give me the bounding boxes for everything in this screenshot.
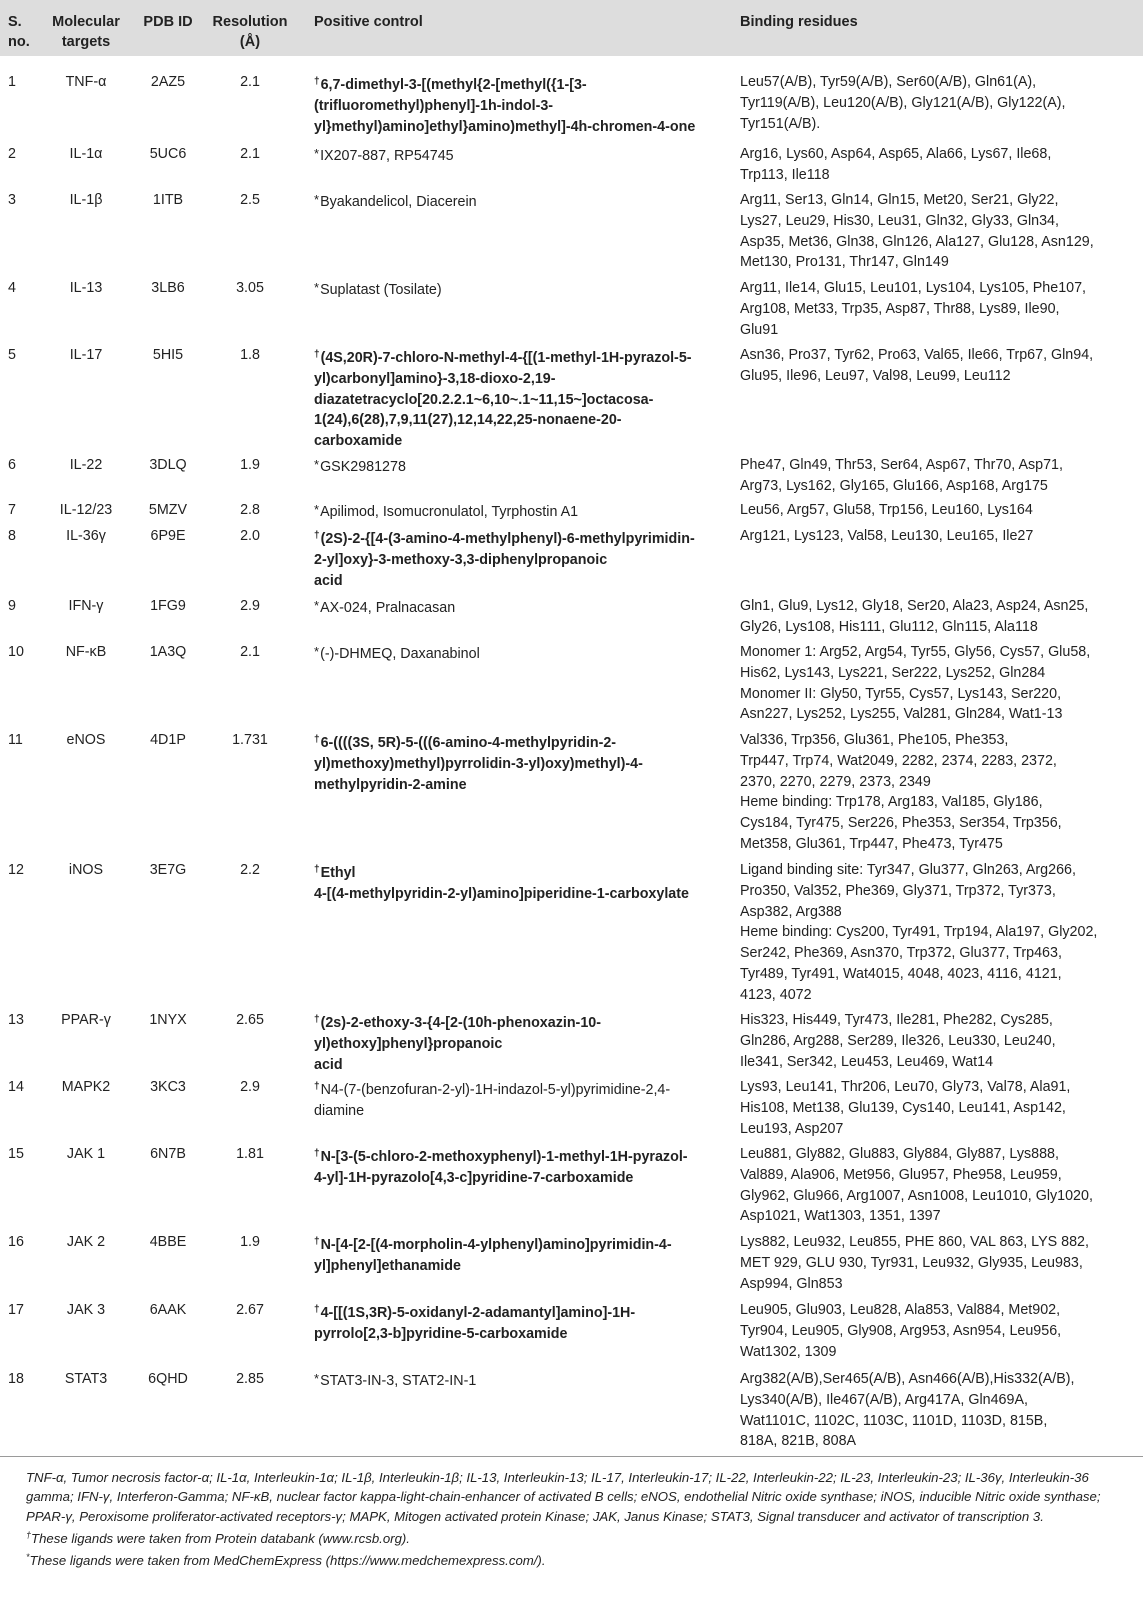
control-text: 4-[[(1S,3R)-5-oxidanyl-2-adamantyl]amino]-1H- [320, 1305, 636, 1321]
control-line [314, 1324, 734, 1345]
binding-line: Wat1101C, 1102C, 1103C, 1101D, 1103D, 815B, [740, 1412, 1048, 1429]
control-line [314, 1256, 734, 1277]
binding-line: Phe47, Gln49, Thr53, Ser64, Asp67, Thr70, Asp71, [740, 457, 1063, 473]
binding-line: Met130, Pro131, Thr147, Gln149 [740, 254, 949, 271]
cell-positive-control [314, 144, 734, 167]
cell-pdb-id: 6P9E [150, 528, 186, 544]
cell-target: IL-13 [69, 280, 103, 296]
header-sno-line: S. [8, 14, 22, 30]
binding-line: Trp447, Trp74, Wat2049, 2282, 2374, 2283, 2372, [740, 752, 1057, 769]
cell-resolution: 1.8 [240, 347, 260, 363]
binding-line: Asn36, Pro37, Tyr62, Pro63, Val65, Ile66, Trp67, Gln94, [740, 347, 1094, 363]
cell-sno: 4 [8, 280, 16, 296]
control-text: Suplatast (Tosilate) [320, 282, 442, 298]
binding-line: Ser242, Phe369, Asn370, Trp372, Glu377, Trp463, [740, 945, 1062, 962]
cell-sno: 8 [8, 528, 16, 544]
cell-positive-control [314, 596, 734, 619]
source-symbol: * [314, 1371, 320, 1386]
binding-line: Arg121, Lys123, Val58, Leu130, Leu165, Ile27 [740, 528, 1034, 544]
binding-line: Pro350, Val352, Phe369, Gly371, Trp372, Tyr373, [740, 882, 1056, 899]
dagger-symbol: † [26, 1529, 32, 1540]
binding-line: Wat1302, 1309 [740, 1343, 837, 1360]
cell-binding-residues [740, 1077, 1140, 1139]
control-text: STAT3-IN-3, STAT2-IN-1 [320, 1373, 477, 1389]
binding-line: Glu95, Ile96, Leu97, Val98, Leu99, Leu112 [740, 367, 1011, 384]
cell-resolution: 2.1 [240, 146, 260, 162]
binding-line: Met358, Glu361, Trp447, Phe473, Tyr475 [740, 835, 1003, 852]
control-line [314, 571, 734, 592]
control-line [314, 500, 734, 523]
table-header [0, 0, 1143, 56]
binding-line: Tyr489, Tyr491, Wat4015, 4048, 4023, 4116, 4121, [740, 965, 1062, 982]
header-pdb: PDB ID [143, 14, 193, 30]
cell-positive-control [314, 1369, 734, 1392]
control-line [314, 431, 734, 452]
source-symbol: * [314, 457, 320, 472]
control-text: Ethyl [320, 865, 356, 881]
cell-binding-residues [740, 144, 1140, 186]
cell-positive-control [314, 642, 734, 665]
control-line [314, 345, 734, 369]
control-text: GSK2981278 [320, 459, 406, 475]
cell-resolution: 1.9 [240, 457, 260, 473]
cell-resolution: 2.85 [236, 1371, 264, 1387]
cell-resolution: 2.2 [240, 862, 260, 878]
binding-line: Heme binding: Trp178, Arg183, Val185, Gly186, [740, 794, 1043, 811]
binding-line: Val889, Ala906, Met956, Glu957, Phe958, Leu959, [740, 1166, 1062, 1183]
cell-sno: 9 [8, 598, 16, 614]
binding-line: Trp113, Ile118 [740, 166, 830, 183]
binding-line: Glu91 [740, 321, 779, 338]
cell-sno: 7 [8, 502, 16, 518]
cell-binding-residues [740, 500, 1140, 521]
cell-sno: 6 [8, 457, 16, 473]
source-symbol: * [314, 502, 320, 517]
cell-pdb-id: 1NYX [149, 1012, 187, 1028]
cell-target: JAK 1 [66, 1146, 106, 1162]
cell-pdb-id: 1FG9 [150, 598, 186, 614]
control-text: diazatetracyclo[20.2.2.1~6,10~.1~11,15~]octacosa- [314, 391, 654, 408]
cell-binding-residues [740, 860, 1140, 1006]
cell-binding-residues [740, 345, 1140, 387]
binding-line: Ile341, Ser342, Leu453, Leu469, Wat14 [740, 1053, 994, 1070]
binding-line: Arg108, Met33, Trp35, Asp87, Thr88, Lys89, Ile90, [740, 300, 1060, 317]
control-text: yl]phenyl]ethanamide [314, 1257, 461, 1274]
footnote-dagger-text: These ligands were taken from Protein databank (www.rcsb.org). [31, 1530, 410, 1546]
binding-line: Lys93, Leu141, Thr206, Leu70, Gly73, Val78, Ala91, [740, 1079, 1071, 1095]
control-text: (-)-DHMEQ, Daxanabinol [320, 646, 480, 662]
cell-pdb-id: 6QHD [148, 1371, 188, 1387]
binding-line: Val336, Trp356, Glu361, Phe105, Phe353, [740, 732, 1009, 748]
binding-line: Leu56, Arg57, Glu58, Trp156, Leu160, Lys164 [740, 502, 1033, 518]
control-line [314, 117, 734, 138]
source-symbol: † [314, 530, 320, 541]
cell-positive-control [314, 526, 734, 591]
cell-target: JAK 2 [66, 1234, 106, 1250]
header-sno-line: no. [8, 34, 30, 50]
cell-positive-control [314, 1010, 734, 1075]
binding-line: Asp382, Arg388 [740, 903, 842, 920]
cell-positive-control [314, 860, 734, 905]
cell-positive-control [314, 455, 734, 478]
cell-pdb-id: 3DLQ [149, 457, 187, 473]
cell-resolution: 2.67 [236, 1302, 264, 1318]
cell-binding-residues [740, 1300, 1140, 1362]
cell-resolution: 2.9 [240, 598, 260, 614]
cell-resolution: 2.0 [240, 528, 260, 544]
binding-line: Tyr151(A/B). [740, 115, 821, 132]
binding-line: Asp1021, Wat1303, 1351, 1397 [740, 1208, 941, 1225]
cell-target: IL-17 [69, 347, 103, 363]
cell-target: NF-κB [65, 644, 107, 660]
cell-target: IFN-γ [68, 598, 104, 614]
control-line [314, 1168, 734, 1189]
header-resolution [205, 12, 295, 52]
cell-target: JAK 3 [66, 1302, 106, 1318]
binding-line: Leu905, Glu903, Leu828, Ala853, Val884, Met902, [740, 1302, 1061, 1318]
control-line [314, 596, 734, 619]
control-line [314, 1010, 734, 1034]
binding-line: His108, Met138, Glu139, Cys140, Leu141, Asp142, [740, 1099, 1066, 1116]
control-line [314, 1034, 734, 1055]
source-symbol: † [314, 76, 320, 87]
control-text: (2s)-2-ethoxy-3-{4-[2-(10h-phenoxazin-10- [320, 1015, 601, 1031]
control-text: (4S,20R)-7-chloro-N-methyl-4-{[(1-methyl-1H-pyrazol-5- [320, 350, 692, 366]
control-line [314, 1077, 734, 1101]
footnote-abbrev-line: gamma; IFN-γ, Interferon-Gamma; NF-κB, nuclear factor kappa-light-chain-enhancer of activated B cells; eNOS, endothelial Nitric oxide synthase; iNOS, inducible Nitric oxide synthase; [26, 1489, 1101, 1505]
cell-positive-control [314, 1144, 734, 1189]
cell-target: MAPK2 [61, 1079, 111, 1095]
cell-target: IL-1β [69, 192, 103, 208]
binding-line: Arg73, Lys162, Gly165, Glu166, Asp168, Arg175 [740, 477, 1048, 494]
footnote-dagger [26, 1526, 1136, 1548]
cell-sno: 13 [8, 1012, 24, 1028]
binding-line: Arg16, Lys60, Asp64, Asp65, Ala66, Lys67, Ile68, [740, 146, 1052, 162]
binding-line: Arg382(A/B),Ser465(A/B), Asn466(A/B),His332(A/B), [740, 1371, 1075, 1387]
cell-pdb-id: 5UC6 [149, 146, 187, 162]
cell-resolution: 2.8 [240, 502, 260, 518]
header-positive-control: Positive control [314, 14, 423, 30]
binding-line: Ligand binding site: Tyr347, Glu377, Gln263, Arg266, [740, 862, 1076, 878]
cell-binding-residues [740, 190, 1140, 273]
control-line [314, 144, 734, 167]
cell-sno: 2 [8, 146, 16, 162]
control-line [314, 754, 734, 775]
cell-target: IL-1α [69, 146, 103, 162]
source-symbol: † [314, 1148, 320, 1159]
binding-line: Asp35, Met36, Gln38, Gln126, Ala127, Glu128, Asn129, [740, 233, 1094, 250]
control-line [314, 390, 734, 411]
control-line [314, 1232, 734, 1256]
cell-binding-residues [740, 1232, 1140, 1294]
control-text: AX-024, Pralnacasan [320, 600, 456, 616]
cell-sno: 12 [8, 862, 24, 878]
control-text: diamine [314, 1102, 365, 1119]
header-sno [8, 12, 38, 52]
control-text: yl)methoxy)methyl)pyrrolidin-3-yl)oxy)methyl)-4- [314, 755, 643, 772]
cell-resolution: 2.9 [240, 1079, 260, 1095]
star-symbol: * [26, 1552, 30, 1563]
control-line [314, 1101, 734, 1122]
cell-sno: 10 [8, 644, 24, 660]
control-text: 4-yl]-1H-pyrazolo[4,3-c]pyridine-7-carboxamide [314, 1169, 634, 1186]
source-symbol: † [314, 1014, 320, 1025]
cell-pdb-id: 3E7G [149, 862, 187, 878]
control-line [314, 72, 734, 96]
cell-positive-control [314, 278, 734, 301]
binding-line: Gly962, Glu966, Arg1007, Asn1008, Leu1010, Gly1020, [740, 1187, 1093, 1204]
control-line [314, 369, 734, 390]
control-text: 6,7-dimethyl-3-[(methyl{2-[methyl({1-[3- [320, 77, 587, 93]
control-line [314, 190, 734, 213]
source-symbol: † [314, 864, 320, 875]
control-text: 4-[(4-methylpyridin-2-yl)amino]piperidine-1-carboxylate [314, 885, 689, 902]
control-line [314, 860, 734, 884]
cell-positive-control [314, 72, 734, 137]
binding-line: Asn227, Lys252, Lys255, Val281, Gln284, Wat1-13 [740, 706, 1063, 723]
control-text: yl)carbonyl]amino}-3,18-dioxo-2,19- [314, 370, 556, 387]
table-bottom-rule [0, 1456, 1143, 1457]
binding-line: MET 929, GLU 930, Tyr931, Leu932, Gly935, Leu983, [740, 1254, 1083, 1271]
control-text: IX207-887, RP54745 [320, 148, 454, 164]
control-text: 2-yl]oxy}-3-methoxy-3,3-diphenylpropanoic [314, 551, 608, 568]
binding-line: Monomer II: Gly50, Tyr55, Cys57, Lys143, Ser220, [740, 685, 1062, 702]
source-symbol: * [314, 644, 320, 659]
control-line [314, 96, 734, 117]
cell-positive-control [314, 345, 734, 452]
header-target-line: Molecular [52, 14, 120, 30]
control-line [314, 526, 734, 550]
control-text: carboxamide [314, 433, 403, 450]
control-line [314, 642, 734, 665]
cell-pdb-id: 4BBE [149, 1234, 187, 1250]
binding-line: Tyr119(A/B), Leu120(A/B), Gly121(A/B), Gly122(A), [740, 94, 1066, 111]
binding-line: Arg11, Ser13, Gln14, Gln15, Met20, Ser21, Gly22, [740, 192, 1059, 208]
cell-target: iNOS [68, 862, 104, 878]
binding-line: 818A, 821B, 808A [740, 1433, 857, 1450]
cell-resolution: 2.65 [236, 1012, 264, 1028]
binding-line: Heme binding: Cys200, Tyr491, Trp194, Ala197, Gly202, [740, 924, 1098, 941]
cell-target: PPAR-γ [61, 1012, 111, 1028]
cell-pdb-id: 6AAK [149, 1302, 187, 1318]
cell-positive-control [314, 1077, 734, 1122]
cell-binding-residues [740, 1010, 1140, 1072]
cell-sno: 1 [8, 74, 16, 90]
cell-positive-control [314, 500, 734, 523]
cell-pdb-id: 3KC3 [150, 1079, 186, 1095]
cell-resolution: 1.9 [240, 1234, 260, 1250]
control-line [314, 775, 734, 796]
binding-line: Leu881, Gly882, Glu883, Gly884, Gly887, Lys888, [740, 1146, 1059, 1162]
binding-line: Arg11, Ile14, Glu15, Leu101, Lys104, Lys105, Phe107, [740, 280, 1087, 296]
cell-binding-residues [740, 455, 1140, 497]
control-text: N-[4-[2-[(4-morpholin-4-ylphenyl)amino]pyrimidin-4- [320, 1237, 672, 1253]
source-symbol: * [314, 598, 320, 613]
cell-resolution: 2.1 [240, 644, 260, 660]
control-text: pyrrolo[2,3-b]pyridine-5-carboxamide [314, 1325, 568, 1342]
footnote-abbrev-line: TNF-α, Tumor necrosis factor-α; IL-1α, Interleukin-1α; IL-1β, Interleukin-1β; IL-13, Interleukin-13; IL-17, Interleukin-17; IL-22, Interleukin-22; IL-23, Interleukin-23; IL-36γ, Interleukin-36 [26, 1470, 1089, 1485]
cell-target: eNOS [66, 732, 106, 748]
control-text: yl}methyl)amino]ethyl}amino)methyl]-4h-chromen-4-one [314, 118, 696, 135]
header-resolution-line: Resolution [212, 14, 288, 30]
cell-positive-control [314, 1300, 734, 1345]
control-text: (trifluoromethyl)phenyl]-1h-indol-3- [314, 97, 554, 114]
footnote-abbrev-line: PPAR-γ, Peroxisome proliferator-activated receptors-γ; MAPK, Mitogen activated protein Kinase; JAK, Janus Kinase; STAT3, Signal transducer and activator of transcription 3. [26, 1508, 1044, 1524]
cell-sno: 17 [8, 1302, 24, 1318]
header-binding-residues: Binding residues [740, 14, 858, 30]
cell-positive-control [314, 730, 734, 795]
source-symbol: † [314, 734, 320, 745]
binding-line: Leu57(A/B), Tyr59(A/B), Ser60(A/B), Gln61(A), [740, 74, 1037, 90]
cell-sno: 14 [8, 1079, 24, 1095]
cell-positive-control [314, 190, 734, 213]
control-text: Byakandelicol, Diacerein [320, 194, 477, 210]
control-text: N4-(7-(benzofuran-2-yl)-1H-indazol-5-yl)pyrimidine-2,4- [320, 1082, 671, 1098]
cell-sno: 3 [8, 192, 16, 208]
header-resolution-line: (Å) [239, 34, 261, 50]
cell-target: IL-36γ [66, 528, 106, 544]
footnote-star [26, 1548, 1136, 1570]
cell-sno: 15 [8, 1146, 24, 1162]
control-line [314, 1055, 734, 1076]
control-text: 1(24),6(28),7,9,11(27),12,14,22,25-nonaene-20- [314, 412, 622, 429]
cell-resolution: 2.1 [240, 74, 260, 90]
cell-binding-residues [740, 526, 1140, 547]
binding-line: Gly26, Lys108, His111, Glu112, Gln115, Ala118 [740, 618, 1038, 635]
control-line [314, 1300, 734, 1324]
binding-line: Lys340(A/B), Ile467(A/B), Arg417A, Gln469A, [740, 1391, 1028, 1408]
binding-line: Asp994, Gln853 [740, 1275, 843, 1292]
cell-target: IL-22 [69, 457, 103, 473]
cell-target: IL-12/23 [59, 502, 113, 518]
control-text: yl)ethoxy]phenyl}propanoic [314, 1035, 503, 1052]
control-line [314, 278, 734, 301]
control-text: acid [314, 572, 343, 589]
binding-line: Gln1, Glu9, Lys12, Gly18, Ser20, Ala23, Asp24, Asn25, [740, 598, 1089, 614]
control-line [314, 455, 734, 478]
binding-line: His62, Lys143, Lys221, Ser222, Lys252, Gln284 [740, 664, 1046, 681]
binding-line: 4123, 4072 [740, 986, 812, 1003]
binding-line: Tyr904, Leu905, Gly908, Arg953, Asn954, Leu956, [740, 1322, 1062, 1339]
cell-sno: 18 [8, 1371, 24, 1387]
cell-resolution: 2.5 [240, 192, 260, 208]
control-line [314, 410, 734, 431]
binding-line: His323, His449, Tyr473, Ile281, Phe282, Cys285, [740, 1012, 1053, 1028]
source-symbol: † [314, 1236, 320, 1247]
cell-resolution: 3.05 [236, 280, 264, 296]
source-symbol: * [314, 280, 320, 295]
control-line [314, 1144, 734, 1168]
header-target-line: targets [61, 34, 111, 50]
cell-binding-residues [740, 1144, 1140, 1227]
binding-line: Lys882, Leu932, Leu855, PHE 860, VAL 863, LYS 882, [740, 1234, 1089, 1250]
binding-line: Gln286, Arg288, Ser289, Ile326, Leu330, Leu240, [740, 1032, 1056, 1049]
binding-line: Leu193, Asp207 [740, 1120, 844, 1137]
cell-pdb-id: 1A3Q [149, 644, 187, 660]
cell-binding-residues [740, 642, 1140, 725]
control-text: acid [314, 1056, 343, 1073]
control-text: (2S)-2-{[4-(3-amino-4-methylphenyl)-6-methylpyrimidin- [320, 531, 695, 547]
control-line [314, 550, 734, 571]
cell-binding-residues [740, 596, 1140, 638]
cell-binding-residues [740, 278, 1140, 340]
header-target [40, 12, 132, 52]
binding-line: Lys27, Leu29, His30, Leu31, Gln32, Gly33, Gln34, [740, 212, 1059, 229]
source-symbol: * [314, 146, 320, 161]
cell-resolution: 1.81 [236, 1146, 264, 1162]
cell-sno: 16 [8, 1234, 24, 1250]
source-symbol: † [314, 1081, 320, 1092]
cell-pdb-id: 6N7B [150, 1146, 186, 1162]
control-line [314, 884, 734, 905]
cell-pdb-id: 4D1P [150, 732, 186, 748]
cell-pdb-id: 5MZV [148, 502, 188, 518]
cell-sno: 11 [8, 732, 23, 748]
binding-line: 2370, 2270, 2279, 2373, 2349 [740, 773, 931, 790]
control-text: 6-((((3S, 5R)-5-(((6-amino-4-methylpyridin-2- [320, 735, 617, 751]
table-footnotes [26, 1468, 1136, 1570]
source-symbol: † [314, 1304, 320, 1315]
source-symbol: * [314, 192, 320, 207]
cell-target: TNF-α [65, 74, 107, 90]
cell-binding-residues [740, 1369, 1140, 1452]
cell-pdb-id: 1ITB [152, 192, 184, 208]
control-line [314, 1369, 734, 1392]
cell-pdb-id: 2AZ5 [150, 74, 186, 90]
binding-line: Cys184, Tyr475, Ser226, Phe353, Ser354, Trp356, [740, 815, 1062, 832]
binding-line: Monomer 1: Arg52, Arg54, Tyr55, Gly56, Cys57, Glu58, [740, 644, 1091, 660]
cell-sno: 5 [8, 347, 16, 363]
cell-binding-residues [740, 72, 1140, 134]
control-text: N-[3-(5-chloro-2-methoxyphenyl)-1-methyl-1H-pyrazol- [320, 1149, 688, 1165]
cell-positive-control [314, 1232, 734, 1277]
source-symbol: † [314, 349, 320, 360]
control-text: methylpyridin-2-amine [314, 776, 467, 793]
cell-binding-residues [740, 730, 1140, 855]
cell-pdb-id: 3LB6 [151, 280, 185, 296]
control-line [314, 730, 734, 754]
footnote-star-text: These ligands were taken from MedChemExpress (https://www.medchemexpress.com/). [29, 1553, 546, 1569]
cell-pdb-id: 5HI5 [152, 347, 184, 363]
control-text: Apilimod, Isomucronulatol, Tyrphostin A1 [320, 504, 579, 520]
cell-resolution: 1.731 [232, 732, 268, 748]
cell-target: STAT3 [64, 1371, 108, 1387]
